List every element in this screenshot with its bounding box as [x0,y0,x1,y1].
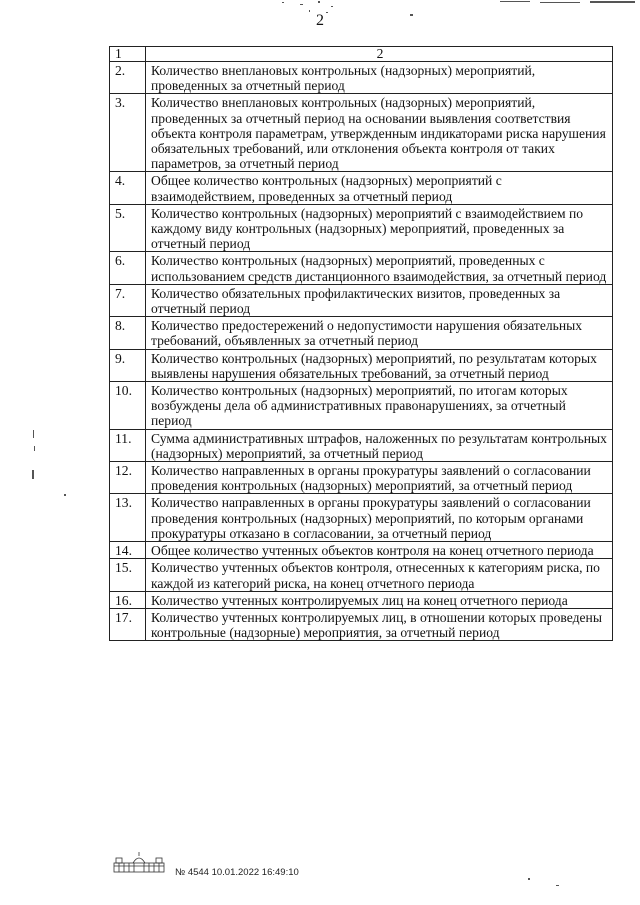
table-row [110,349,613,381]
table-row [110,252,613,284]
row-indicator-text: Количество внеплановых контрольных (надзорных) мероприятий, проведенных за отчетный период на основании выявления соответствия объекта контроля параметрам, утвержденным индикаторами риска нарушения обязательных требований, или отклонения объекта контроля от таких параметров, за отчетный период [146,94,613,172]
row-indicator-text: Количество предостережений о недопустимости нарушения обязательных требований, объявленных за отчетный период [146,317,613,349]
indicators-table [109,46,613,641]
table-row [110,494,613,542]
table-row [110,204,613,252]
table-row [110,172,613,204]
row-number: 13. [110,494,146,542]
row-number: 11. [110,429,146,461]
row-number: 7. [110,284,146,316]
row-indicator-text: Количество направленных в органы прокуратуры заявлений о согласовании проведения контрольных (надзорных) мероприятий, за отчетный период [146,462,613,494]
table-row [110,62,613,94]
table-row [110,284,613,316]
row-number: 4. [110,172,146,204]
row-indicator-text: Сумма административных штрафов, наложенных по результатам контрольных (надзорных) мероприятий, за отчетный период [146,429,613,461]
table-row [110,462,613,494]
row-number: 17. [110,608,146,640]
row-indicator-text: Количество направленных в органы прокуратуры заявлений о согласовании проведения контрольных (надзорных) мероприятий, по которым органами прокуратуры отказано в согласовании, за отчетный период [146,494,613,542]
row-indicator-text: Количество обязательных профилактических визитов, проведенных за отчетный период [146,284,613,316]
building-logo-icon [113,850,165,874]
row-indicator-text: Количество учтенных контролируемых лиц на конец отчетного периода [146,591,613,608]
row-number: 10. [110,382,146,430]
table-row [110,429,613,461]
document-registration-mark: № 4544 10.01.2022 16:49:10 [175,867,299,878]
row-indicator-text: Количество учтенных контролируемых лиц, в отношении которых проведены контрольные (надзорные) мероприятия, за отчетный период [146,608,613,640]
row-number: 16. [110,591,146,608]
row-indicator-text: Общее количество учтенных объектов контроля на конец отчетного периода [146,542,613,559]
row-number: 12. [110,462,146,494]
table-row [110,382,613,430]
footer [113,850,373,880]
row-number: 3. [110,94,146,172]
row-number: 2. [110,62,146,94]
header-column-2: 2 [146,47,613,62]
table-row [110,608,613,640]
header-column-1: 1 [110,47,146,62]
row-indicator-text: Общее количество контрольных (надзорных) мероприятий с взаимодействием, проведенных за отчетный период [146,172,613,204]
row-number: 6. [110,252,146,284]
row-indicator-text: Количество учтенных объектов контроля, отнесенных к категориям риска, по каждой из категорий риска, на конец отчетного периода [146,559,613,591]
table-row [110,94,613,172]
table-row [110,317,613,349]
row-indicator-text: Количество контрольных (надзорных) мероприятий, по результатам которых выявлены нарушения обязательных требований, за отчетный период [146,349,613,381]
row-number: 8. [110,317,146,349]
table-header-row [110,47,613,62]
row-number: 14. [110,542,146,559]
row-indicator-text: Количество контрольных (надзорных) мероприятий, проведенных с использованием средств дистанционного взаимодействия, за отчетный период [146,252,613,284]
table-row [110,559,613,591]
row-indicator-text: Количество внеплановых контрольных (надзорных) мероприятий, проведенных за отчетный период [146,62,613,94]
row-indicator-text: Количество контрольных (надзорных) мероприятий с взаимодействием по каждому виду контрольных (надзорных) мероприятий, проведенных за отчетный период [146,204,613,252]
row-number: 5. [110,204,146,252]
page-number: 2 [316,12,324,29]
row-indicator-text: Количество контрольных (надзорных) мероприятий, по итогам которых возбуждены дела об административных правонарушениях, за отчетный период [146,382,613,430]
row-number: 15. [110,559,146,591]
table-row [110,591,613,608]
row-number: 9. [110,349,146,381]
table-row [110,542,613,559]
